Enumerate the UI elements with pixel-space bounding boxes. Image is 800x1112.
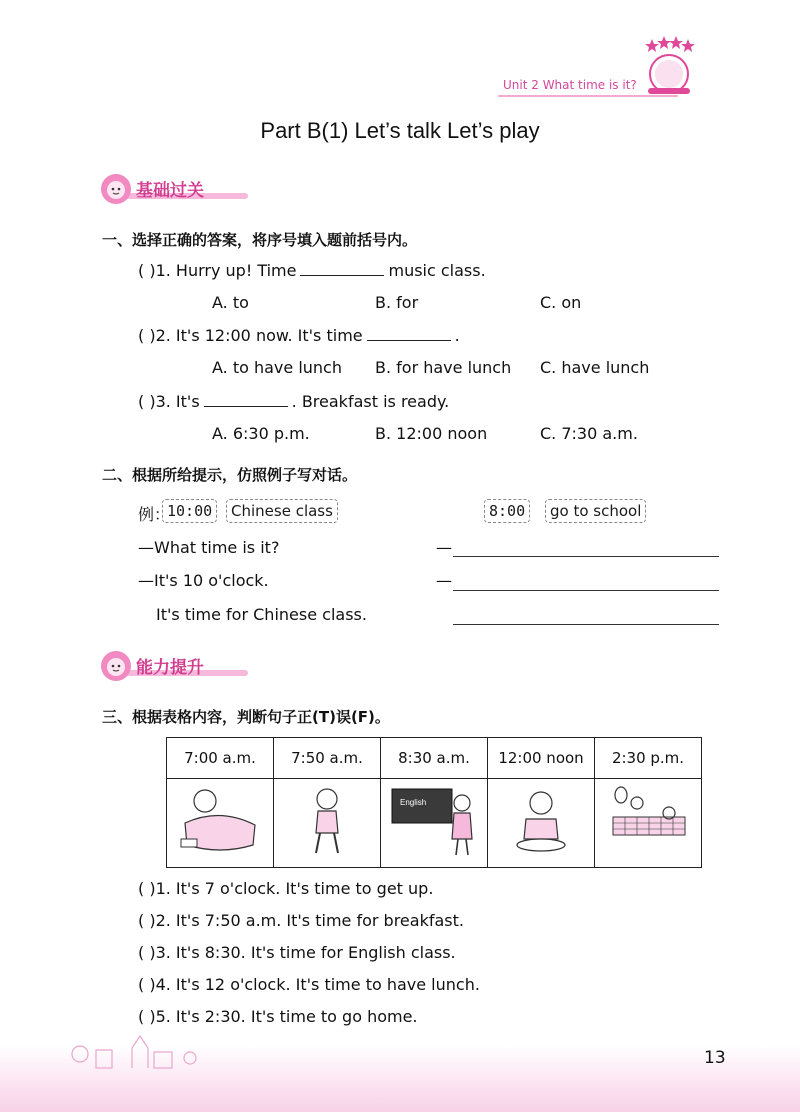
page-title: Part B(1) Let’s talk Let’s play [260,118,540,143]
answer-line[interactable] [453,624,719,625]
picture-cell [381,779,488,868]
task-activity-box: go to school [545,499,646,523]
page-number: 13 [704,1048,726,1068]
schedule-table [166,737,702,868]
option-a: A. 6:30 p.m. [212,424,310,443]
eating-boy-illustration [496,783,586,859]
answer-paren[interactable]: ( ) [138,943,156,962]
example-time-box: 10:00 [162,499,217,523]
q1-item-2 [138,326,460,345]
dialogue-line-1: —What time is it? [138,538,280,557]
option-b: B. 12:00 noon [375,424,488,443]
section-ability-heading [100,650,260,682]
statement-2 [138,911,464,930]
option-c: C. 7:30 a.m. [540,424,638,443]
question-text: 3. It's [155,392,200,411]
answer-blank[interactable] [300,261,384,276]
statement-text: 5. It's 2:30. It's time to go home. [155,1007,418,1026]
answer-paren[interactable]: ( ) [138,392,156,411]
sleeping-boy-illustration [175,783,265,859]
time-cell: 2:30 p.m. [595,738,702,779]
example-activity-box: Chinese class [226,499,338,523]
question-text: music class. [388,261,486,280]
english-class-illustration [386,783,482,859]
answer-paren[interactable]: ( ) [138,326,156,345]
section-label: 能力提升 [136,658,204,678]
option-a: A. to have lunch [212,358,342,377]
section-basic-heading [100,173,260,205]
picture-cell [488,779,595,868]
answer-paren[interactable]: ( ) [138,1007,156,1026]
dialogue-line-3: It's time for Chinese class. [156,605,367,624]
answer-paren[interactable]: ( ) [138,911,156,930]
badminton-illustration [603,783,693,859]
option-b: B. for have lunch [375,358,512,377]
answer-paren[interactable]: ( ) [138,879,156,898]
question-text: 2. It's 12:00 now. It's time [155,326,363,345]
option-a: A. to [212,293,249,312]
brand-logo-icon [640,36,698,98]
castle-decoration-icon [70,1030,220,1070]
statement-4 [138,975,480,994]
statement-text: 3. It's 8:30. It's time for English class. [155,943,456,962]
example-label: 例： [138,505,171,524]
answer-line[interactable] [453,556,719,557]
q1-item-3 [138,392,449,411]
answer-blank[interactable] [204,392,288,407]
time-cell: 8:30 a.m. [381,738,488,779]
answer-blank[interactable] [367,326,451,341]
statement-3 [138,943,456,962]
question-3-heading: 三、根据表格内容，判断句子正(T)误(F)。 [102,708,390,726]
statement-5 [138,1007,418,1026]
answer-paren[interactable]: ( ) [138,261,156,280]
statement-text: 1. It's 7 o'clock. It's time to get up. [155,879,434,898]
dash: — [436,571,452,590]
girl-avatar-icon [100,650,132,682]
option-c: C. have lunch [540,358,650,377]
question-text: . Breakfast is ready. [291,392,450,411]
board-word: English [400,798,427,807]
statement-text: 4. It's 12 o'clock. It's time to have lunch. [155,975,480,994]
option-b: B. for [375,293,419,312]
statement-1 [138,879,433,898]
unit-header-text: Unit 2 What time is it? [503,78,637,92]
time-cell: 7:50 a.m. [274,738,381,779]
section-label: 基础过关 [136,181,204,201]
task-time-box: 8:00 [484,499,530,523]
walking-boy-illustration [282,783,372,859]
answer-paren[interactable]: ( ) [138,975,156,994]
question-1-heading: 一、选择正确的答案，将序号填入题前括号内。 [102,231,418,249]
picture-cell [167,779,274,868]
picture-cell [274,779,381,868]
dash: — [436,538,452,557]
answer-line[interactable] [453,590,719,591]
dialogue-line-2: —It's 10 o'clock. [138,571,269,590]
question-2-heading: 二、根据所给提示，仿照例子写对话。 [102,466,358,484]
option-c: C. on [540,293,582,312]
question-text: . [454,326,460,345]
q1-item-1 [138,261,486,280]
time-cell: 7:00 a.m. [167,738,274,779]
statement-text: 2. It's 7:50 a.m. It's time for breakfast. [155,911,464,930]
time-cell: 12:00 noon [488,738,595,779]
girl-avatar-icon [100,173,132,205]
picture-cell [595,779,702,868]
question-text: 1. Hurry up! Time [155,261,297,280]
